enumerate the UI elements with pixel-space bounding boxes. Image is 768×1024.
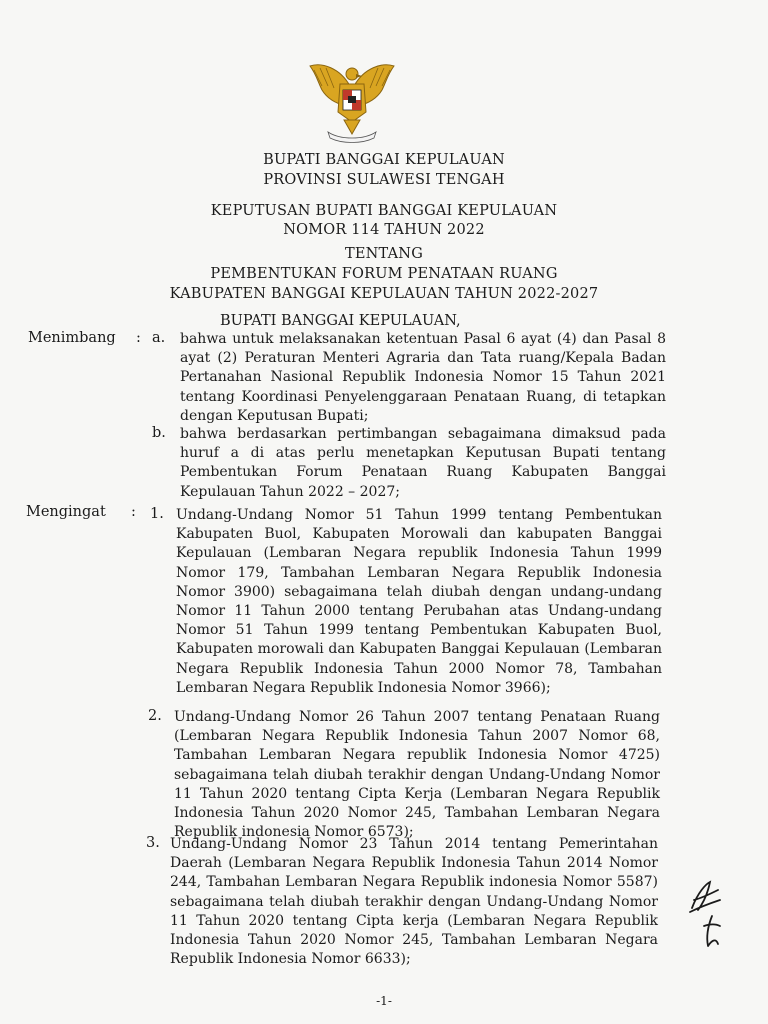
recalling-marker-3: 3. — [146, 835, 160, 851]
recalling-text-2: Undang-Undang Nomor 26 Tahun 2007 tentang Penataan Ruang (Lembaran Negara Republik Indonesia Tahun 2007 Nomor 68, Tambahan Lembaran Negara republik Indonesia Nomor 4725) sebagaimana telah diubah terakhir dengan Undang-Undang Nomor 11 Tahun 2020 tentang Cipta Kerja (Lembaran Negara Republik Indonesia Tahun 2020 Nomor 245, Tambahan Lembaran Negara Republik indonesia Nomor 6573); — [174, 709, 660, 841]
considering-label: Menimbang — [28, 330, 116, 346]
recalling-text-3: Undang-Undang Nomor 23 Tahun 2014 tentang Pemerintahan Daerah (Lembaran Negara Republik Indonesia Tahun 2014 Nomor 244, Tambahan Lembaran Negara Republik indonesia Nomor 5587) sebagaimana telah diubah terakhir dengan Undang-Undang Nomor 11 Tahun 2020 tentang Cipta kerja (Lembaran Negara Republik Indonesia Tahun 2020 Nomor 245, Tambahan Lembaran Negara Republik Indonesia Nomor 6633); — [170, 836, 658, 968]
official-heading: BUPATI BANGGAI KEPULAUAN, — [220, 313, 461, 329]
about-label: TENTANG — [345, 246, 423, 262]
considering-marker-b: b. — [152, 425, 166, 441]
initial-signature-icon — [684, 878, 728, 950]
recalling-label: Mengingat — [26, 504, 106, 520]
considering-text-b: bahwa berdasarkan pertimbangan sebagaimana dimaksud pada huruf a di atas perlu menetapkan Keputusan Bupati tentang Pembentukan Forum Penataan Ruang Kabupaten Banggai Kepulauan Tahun 2022 – 2027; — [180, 426, 666, 500]
recalling-marker-1: 1. — [150, 506, 164, 522]
considering-marker-a: a. — [152, 330, 166, 346]
considering-colon: : — [136, 330, 141, 346]
garuda-emblem-icon — [300, 56, 404, 144]
recalling-text-1: Undang-Undang Nomor 51 Tahun 1999 tentang Pembentukan Kabupaten Buol, Kabupaten Morowali dan kabupaten Banggai Kepulauan (Lembaran Negara republik Indonesia Tahun 1999 Nomor 179, Tambahan Lembaran Negara Republik Indonesia Nomor 3900) sebagaimana telah diubah dengan undang-undang Nomor 11 Tahun 2000 tentang Perubahan atas Undang-undang Nomor 51 Tahun 1999 tentang Pembentukan Kabupaten Buol, Kabupaten morowali dan Kabupaten Banggai Kepulauan (Lembaran Negara Republik Indonesia Tahun 2000 Nomor 78, Tambahan Lembaran Negara Republik Indonesia Nomor 3966); — [176, 507, 662, 696]
decree-number: NOMOR 114 TAHUN 2022 — [283, 222, 485, 238]
regent-title: BUPATI BANGGAI KEPULAUAN — [263, 152, 505, 168]
page-number: -1- — [376, 994, 392, 1008]
province-title: PROVINSI SULAWESI TENGAH — [263, 172, 505, 188]
considering-text-a: bahwa untuk melaksanakan ketentuan Pasal 6 ayat (4) dan Pasal 8 ayat (2) Peraturan Menteri Agraria dan Tata ruang/Kepala Badan Pertanahan Nasional Republik Indonesia Nomor 15 Tahun 2021 tentang Koordinasi Penyelenggaraan Penataan Ruang, di tetapkan dengan Keputusan Bupati; — [180, 331, 666, 424]
recalling-colon: : — [131, 504, 136, 520]
decree-title: KEPUTUSAN BUPATI BANGGAI KEPULAUAN — [210, 203, 558, 219]
recalling-marker-2: 2. — [148, 708, 162, 724]
decree-subject-line-2: KABUPATEN BANGGAI KEPULAUAN TAHUN 2022-2027 — [169, 286, 599, 302]
decree-subject-line-1: PEMBENTUKAN FORUM PENATAAN RUANG — [210, 266, 558, 282]
